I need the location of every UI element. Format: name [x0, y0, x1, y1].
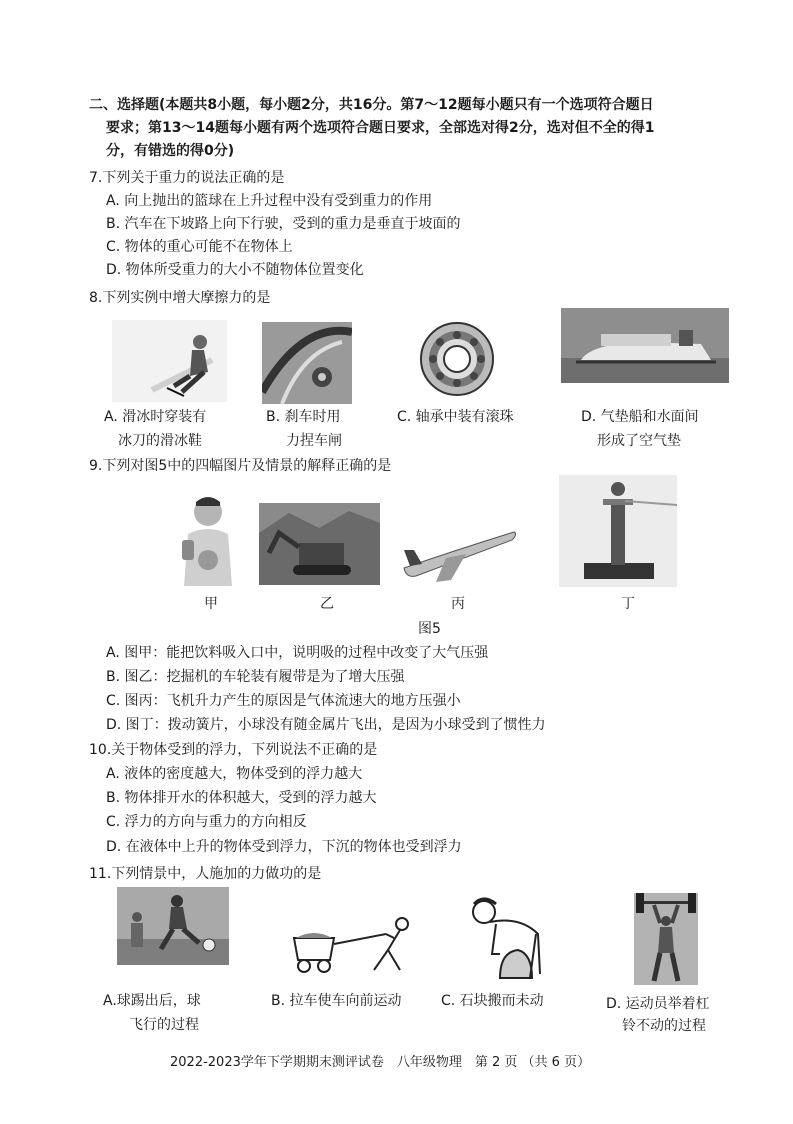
q11-caption-d2: 铃不动的过程: [622, 1018, 706, 1034]
bicycle-brake-photo: [262, 322, 352, 404]
q8-caption-c: C. 轴承中装有滚珠: [397, 409, 514, 425]
ball-bearing-photo: [417, 316, 497, 402]
fig5-label-yi: 乙: [320, 596, 334, 612]
q11-caption-c: C. 石块搬而未动: [441, 993, 544, 1009]
q11-caption-a2: 飞行的过程: [129, 1017, 199, 1033]
airplane-photo: [396, 520, 521, 588]
q9-option-c: C. 图丙：飞机升力产生的原因是气体流速大的地方压强小: [106, 693, 461, 709]
q10-option-b: B. 物体排开水的体积越大，受到的浮力越大: [106, 790, 377, 806]
q11-caption-b: B. 拉车使车向前运动: [271, 993, 402, 1009]
inertia-apparatus-photo: [559, 475, 677, 587]
fig5-label-jia: 甲: [204, 596, 218, 612]
q9-option-a: A. 图甲：能把饮料吸入口中，说明吸的过程中改变了大气压强: [106, 645, 489, 661]
q10-option-a: A. 液体的密度越大，物体受到的浮力越大: [106, 766, 363, 782]
section-header-line3: 分，有错选的得0分): [106, 143, 235, 159]
fig5-label-ding: 丁: [621, 596, 635, 612]
q8-caption-d1: D. 气垫船和水面间: [581, 409, 699, 425]
q8-caption-b2: 力捏车闸: [286, 433, 342, 449]
excavator-photo: [259, 503, 380, 585]
q7-stem: 7.下列关于重力的说法正确的是: [89, 170, 285, 186]
q11-caption-a1: A.球踢出后，球: [103, 993, 201, 1009]
hovercraft-photo: [561, 308, 729, 383]
child-drinking-photo: [176, 490, 240, 586]
q7-option-b: B. 汽车在下坡路上向下行驶，受到的重力是垂直于坡面的: [106, 216, 461, 232]
q8-stem: 8.下列实例中增大摩擦力的是: [89, 290, 271, 306]
soccer-kick-photo: [117, 887, 229, 965]
q7-option-d: D. 物体所受重力的大小不随物体位置变化: [106, 262, 364, 278]
q10-option-c: C. 浮力的方向与重力的方向相反: [106, 814, 307, 830]
fig5-caption: 图5: [418, 621, 441, 637]
q9-option-d: D. 图丁：拨动簧片，小球没有随金属片飞出，是因为小球受到了惯性力: [106, 717, 546, 733]
fig5-label-bing: 丙: [451, 596, 465, 612]
ice-skater-photo: [112, 320, 227, 402]
q8-caption-a2: 冰刀的滑冰鞋: [118, 433, 202, 449]
q11-stem: 11.下列情景中，人施加的力做功的是: [89, 866, 322, 882]
pulling-cart-drawing: [290, 914, 418, 976]
q7-option-a: A. 向上抛出的篮球在上升过程中没有受到重力的作用: [106, 193, 433, 209]
section-header-line2: 要求；第13～14题每小题有两个选项符合题日要求，全部选对得2分，选对但不全的得1: [106, 120, 655, 136]
q7-option-c: C. 物体的重心可能不在物体上: [106, 239, 293, 255]
weightlifter-photo: [634, 893, 698, 985]
q9-stem: 9.下列对图5中的四幅图片及情景的解释正确的是: [89, 458, 392, 474]
lifting-rock-drawing: [460, 894, 550, 982]
q10-option-d: D. 在液体中上升的物体受到浮力，下沉的物体也受到浮力: [106, 839, 462, 855]
page-footer: 2022-2023学年下学期期末测评试卷 八年级物理 第 2 页 （共 6 页）: [170, 1055, 591, 1070]
section-header-line1: 二、选择题(本题共8小题，每小题2分，共16分。第7～12题每小题只有一个选项符合题日: [89, 97, 654, 113]
q10-stem: 10.关于物体受到的浮力，下列说法不正确的是: [89, 742, 378, 758]
q8-caption-d2: 形成了空气垫: [597, 433, 681, 449]
q11-caption-d1: D. 运动员举着杠: [606, 996, 710, 1012]
q8-caption-a1: A. 滑冰时穿装有: [104, 409, 207, 425]
q8-caption-b1: B. 刹车时用: [266, 409, 341, 425]
q9-option-b: B. 图乙：挖掘机的车轮装有履带是为了增大压强: [106, 669, 405, 685]
